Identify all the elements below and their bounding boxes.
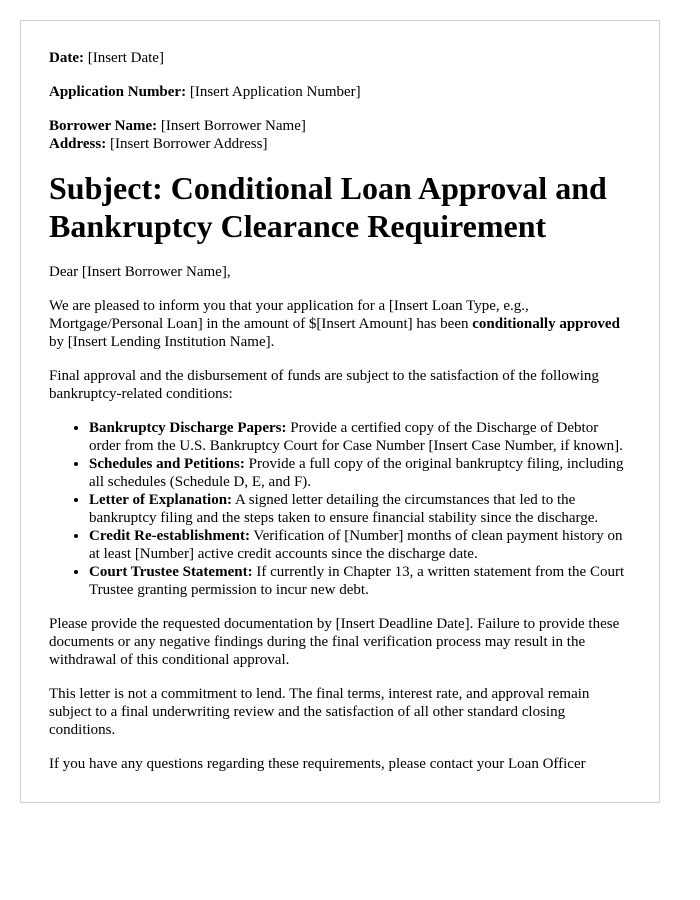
intro-text-before: We are pleased to inform you that your application for a [Insert Loan Type, e.g., Mortgage/Personal Loan] in the amount of $[Insert Amount] has been [49, 298, 529, 332]
intro-text-bold: conditionally approved [472, 316, 620, 332]
condition-item [89, 527, 631, 563]
application-number-value: [Insert Application Number] [189, 84, 361, 100]
commitment-paragraph: This letter is not a commitment to lend. The final terms, interest rate, and approval remain subject to a final underwriting review and the satisfaction of all other standard closing conditions. [49, 686, 590, 738]
date-value: [Insert Date] [87, 50, 164, 66]
condition-item [89, 491, 631, 527]
condition-text: Provide a certified copy of the Discharge of Debtor order from the U.S. Bankruptcy Court for Case Number [Insert Case Number, if known]. [89, 420, 623, 454]
borrower-name-label: Borrower Name: [49, 118, 158, 134]
address-value: [Insert Borrower Address] [109, 136, 268, 152]
contact-paragraph: If you have any questions regarding these requirements, please contact your Loan Officer [49, 756, 586, 772]
condition-text: If currently in Chapter 13, a written statement from the Court Trustee granting permission to incur new debt. [89, 564, 625, 598]
condition-text: A signed letter detailing the circumstances that led to the bankruptcy filing and the steps taken to ensure financial stability since the discharge. [89, 492, 599, 526]
date-line [49, 49, 631, 67]
condition-item [89, 419, 631, 455]
borrower-name-line [49, 117, 631, 135]
deadline-paragraph: Please provide the requested documentation by [Insert Deadline Date]. Failure to provide these documents or any negative findings during the final verification process may result in the withdrawal of this conditional approval. [49, 616, 620, 668]
intro-paragraph [49, 297, 631, 351]
condition-title: Schedules and Petitions: [89, 456, 245, 472]
condition-item [89, 563, 631, 599]
condition-item [89, 455, 631, 491]
conditions-list [49, 419, 631, 599]
condition-title: Bankruptcy Discharge Papers: [89, 420, 287, 436]
condition-text: Verification of [Number] months of clean payment history on at least [Number] active credit accounts since the discharge date. [89, 528, 623, 562]
application-number-label: Application Number: [49, 84, 187, 100]
date-label: Date: [49, 50, 84, 66]
letter-page [20, 20, 660, 803]
subject-heading: Subject: Conditional Loan Approval and Bankruptcy Clearance Requirement [49, 170, 607, 244]
condition-title: Credit Re-establishment: [89, 528, 250, 544]
salutation: Dear [Insert Borrower Name], [49, 264, 231, 280]
borrower-name-value: [Insert Borrower Name] [160, 118, 306, 134]
condition-title: Court Trustee Statement: [89, 564, 253, 580]
conditions-intro: Final approval and the disbursement of funds are subject to the satisfaction of the following bankruptcy-related conditions: [49, 368, 599, 402]
address-line [49, 135, 631, 153]
intro-text-after: by [Insert Lending Institution Name]. [49, 334, 275, 350]
letter-content [21, 21, 659, 773]
application-number-line [49, 83, 631, 101]
condition-title: Letter of Explanation: [89, 492, 233, 508]
address-label: Address: [49, 136, 107, 152]
condition-text: Provide a full copy of the original bankruptcy filing, including all schedules (Schedule D, E, and F). [89, 456, 624, 490]
